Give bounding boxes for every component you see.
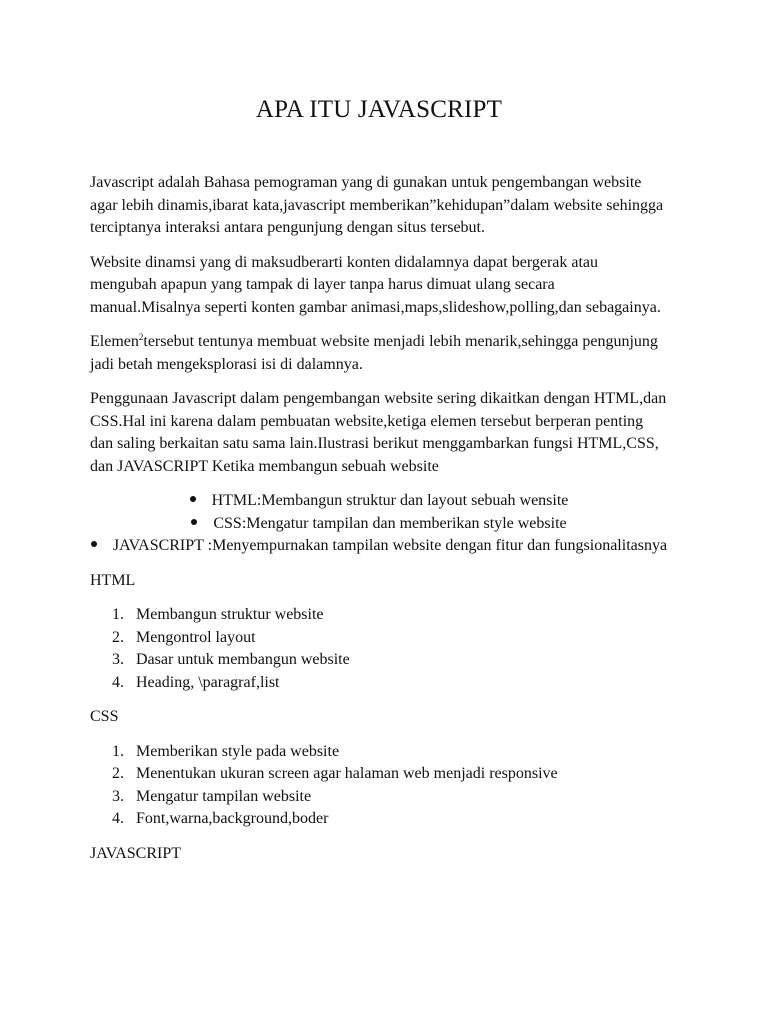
page-title: APA ITU JAVASCRIPT <box>255 96 503 123</box>
list-text: Mengontrol layout <box>136 628 256 646</box>
bullet-list <box>90 490 668 558</box>
html-list <box>90 604 668 694</box>
list-text: Font,warna,background,boder <box>136 810 329 827</box>
list-text: Membangun struktur website <box>136 606 324 623</box>
section-heading-css: CSS <box>90 708 119 725</box>
list-number: 3. <box>112 651 124 668</box>
list-item <box>112 808 668 831</box>
list-text: Heading, \paragraf,list <box>136 673 280 691</box>
bullet-dot-icon <box>190 496 196 502</box>
superscript-two: 2 <box>138 332 144 342</box>
list-number: 4. <box>112 810 124 827</box>
list-item <box>112 627 668 650</box>
bullet-text: HTML:Membangun struktur dan layout sebuah wensite <box>211 492 569 509</box>
list-text: Dasar untuk membangun website <box>136 651 350 668</box>
paragraph-intro: Javascript adalah Bahasa pemograman yang di gunakan untuk pengembangan website agar lebih dinamis,ibarat kata,javascript memberikan”kehidupan”dalam website sehingga terciptanya interaksi antara pengunjung dengan situs tersebut. <box>90 174 664 236</box>
bullet-item-html <box>90 490 668 513</box>
list-item <box>112 649 668 672</box>
paragraph-elements-rest: tersebut tentunya membuat website menjadi lebih menarik,sehingga pengunjung jadi betah mengeksplorasi isi di dalamnya. <box>90 333 658 373</box>
bullet-text: JAVASCRIPT :Menyempurnakan tampilan website dengan fitur dan fungsionalitasnya <box>112 537 668 554</box>
bullet-dot-icon <box>91 541 97 547</box>
list-number: 2. <box>112 628 124 646</box>
bullet-text: CSS:Mengatur tampilan dan memberikan style website <box>213 514 567 532</box>
list-item <box>112 786 668 809</box>
list-number: 3. <box>112 787 124 805</box>
list-number: 1. <box>112 742 124 760</box>
list-number: 2. <box>112 765 124 782</box>
list-number: 4. <box>112 673 124 691</box>
list-item <box>112 741 668 764</box>
section-heading-javascript: JAVASCRIPT <box>90 844 182 862</box>
paragraph-dynamic-website: Website dinamsi yang di maksudberarti konten didalamnya dapat bergerak atau mengubah apapun yang tampak di layer tanpa harus dimuat ulang secara manual.Misalnya seperti konten gambar animasi,maps,slideshow,polling,dan sebagainya. <box>90 253 661 316</box>
list-text: Memberikan style pada website <box>136 742 340 760</box>
bullet-item-css <box>90 513 668 536</box>
paragraph-elements <box>90 331 668 376</box>
list-number: 1. <box>112 606 124 623</box>
paragraph-usage: Penggunaan Javascript dalam pengembangan website sering dikaitkan dengan HTML,dan CSS.Hal ini karena dalam pembuatan website,ketiga elemen tersebut berperan penting dan saling berkaitan satu sama lain.Ilustrasi berikut menggambarkan fungsi HTML,CSS, dan JAVASCRIPT Ketika membangun sebuah website <box>90 390 667 475</box>
list-item <box>112 763 668 786</box>
paragraph-elements-start: Elemen <box>90 333 139 350</box>
bullet-item-javascript <box>90 535 668 558</box>
list-item <box>112 604 668 627</box>
section-heading-html: HTML <box>90 571 136 589</box>
css-list <box>90 741 668 831</box>
list-text: Mengatur tampilan website <box>136 787 312 805</box>
list-text: Menentukan ukuran screen agar halaman web menjadi responsive <box>136 765 558 782</box>
list-item <box>112 672 668 695</box>
bullet-dot-icon <box>191 519 197 525</box>
